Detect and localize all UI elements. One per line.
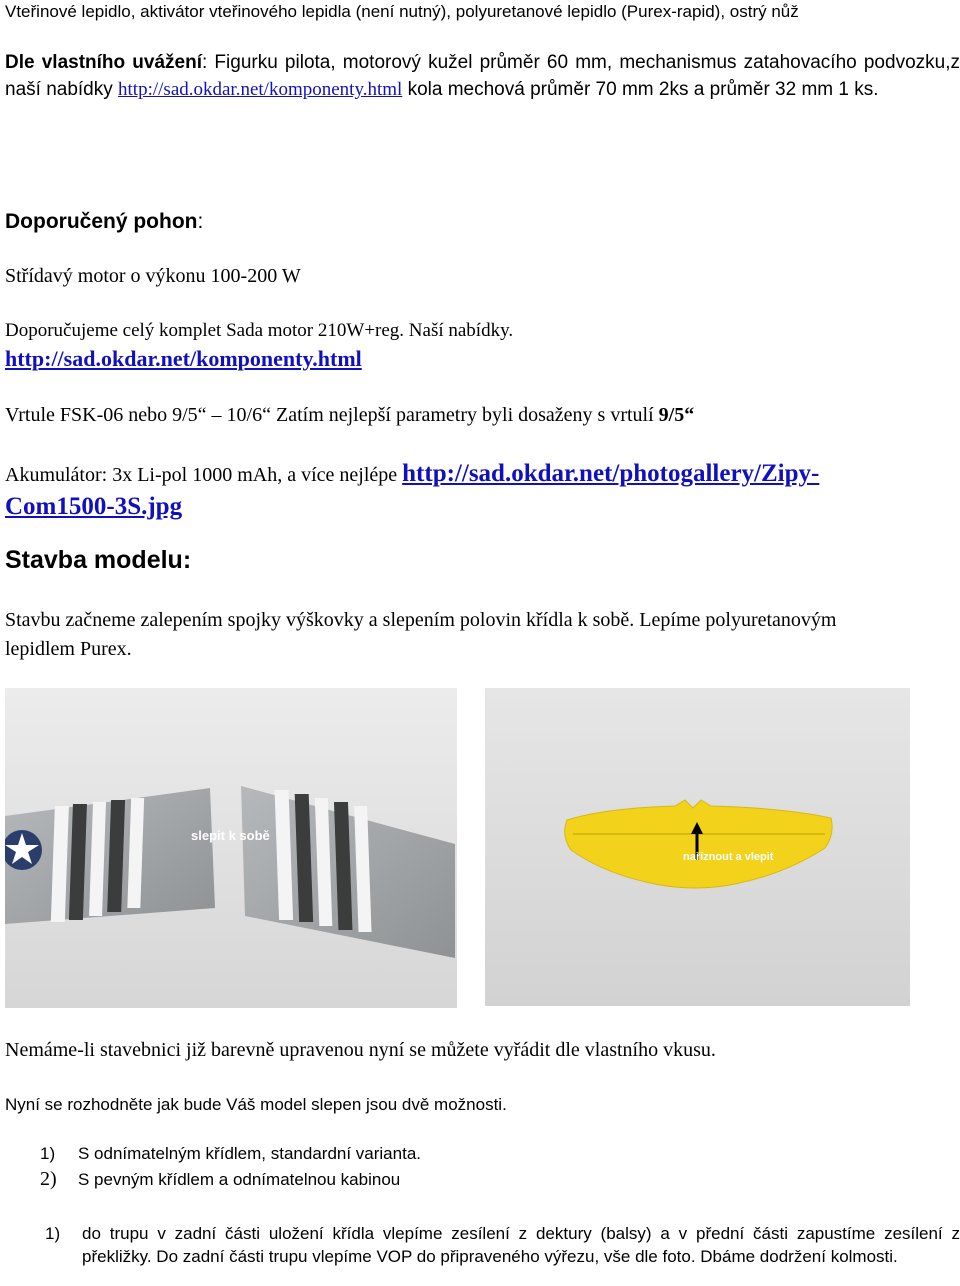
propeller-line — [5, 404, 960, 427]
discretion-tail: kola mechová průměr 70 mm 2ks a průměr 32 mm 1 ks. — [402, 79, 879, 100]
propeller-text: Vrtule FSK-06 nebo 9/5“ – 10/6“ Zatím nejlepší parametry byli dosaženy s vrtulí — [5, 404, 659, 426]
build-heading: Stavba modelu: — [5, 546, 192, 574]
option-item-1 — [40, 1144, 421, 1164]
step-number: 1) — [45, 1224, 61, 1243]
color-line: Nemáme-li stavebnici již barevně upravenou nyní se můžete vyřádit dle vlastního vkusu. — [5, 1039, 716, 1061]
tailplane-photo-caption: naříznout a vlepit — [683, 851, 774, 863]
option-text: S pevným křídlem a odnímatelnou kabinou — [78, 1170, 401, 1189]
tailplane-photo — [485, 688, 910, 1006]
option-item-2 — [40, 1168, 400, 1191]
wing-halves-photo — [5, 688, 457, 1008]
wing-photo-caption: slepit k sobě — [191, 828, 270, 843]
materials-line: Vteřinové lepidlo, aktivátor vteřinového lepidla (není nutný), polyuretanové lepidlo (Purex-rapid), ostrý nůž — [5, 2, 799, 21]
propeller-best: 9/5“ — [658, 404, 695, 426]
drive-heading-colon: : — [197, 210, 204, 233]
components-link[interactable]: http://sad.okdar.net/komponenty.html — [118, 79, 403, 100]
option-number: 2) — [40, 1168, 57, 1190]
drive-heading-text: Doporučený pohon — [5, 210, 198, 233]
battery-link-part2[interactable]: Com1500-3S.jpg — [5, 493, 183, 520]
discretion-text: : Figurku pilota, motorový kužel průměr 60 mm, mechanismus zatahovacího podvozku,z naší nabídky — [5, 52, 960, 100]
option-number: 1) — [40, 1144, 56, 1163]
option-text: S odnímatelným křídlem, standardní varianta. — [78, 1144, 421, 1163]
discretion-paragraph — [5, 49, 960, 103]
drive-heading — [5, 210, 960, 234]
build-text: Stavbu začneme zalepením spojky výškovky a slepením polovin křídla k sobě. Lepíme polyuretanovým lepidlem Purex. — [5, 609, 837, 660]
battery-link-part1[interactable]: http://sad.okdar.net/photogallery/Zipy- — [402, 460, 820, 487]
battery-text: Akumulátor: 3x Li-pol 1000 mAh, a více nejlépe — [5, 464, 403, 486]
recommend-line: Doporučujeme celý komplet Sada motor 210W+reg. Naší nabídky. — [5, 320, 514, 341]
step-text: do trupu v zadní části uložení křídla vlepíme zesílení z dektury (balsy) a v přední části zapustíme zesílení z překližky. Do zadní části trupu vlepíme VOP do připraveného výřezu, vše dle foto. Dbáme dodržení kolmosti. — [82, 1224, 960, 1266]
step-item-1 — [45, 1222, 960, 1268]
discretion-label: Dle vlastního uvážení — [5, 52, 202, 73]
battery-line — [5, 458, 960, 524]
options-intro: Nyní se rozhodněte jak bude Váš model slepen jsou dvě možnosti. — [5, 1095, 507, 1114]
motor-line: Střídavý motor o výkonu 100-200 W — [5, 265, 301, 287]
recommend-link[interactable]: http://sad.okdar.net/komponenty.html — [5, 346, 362, 371]
